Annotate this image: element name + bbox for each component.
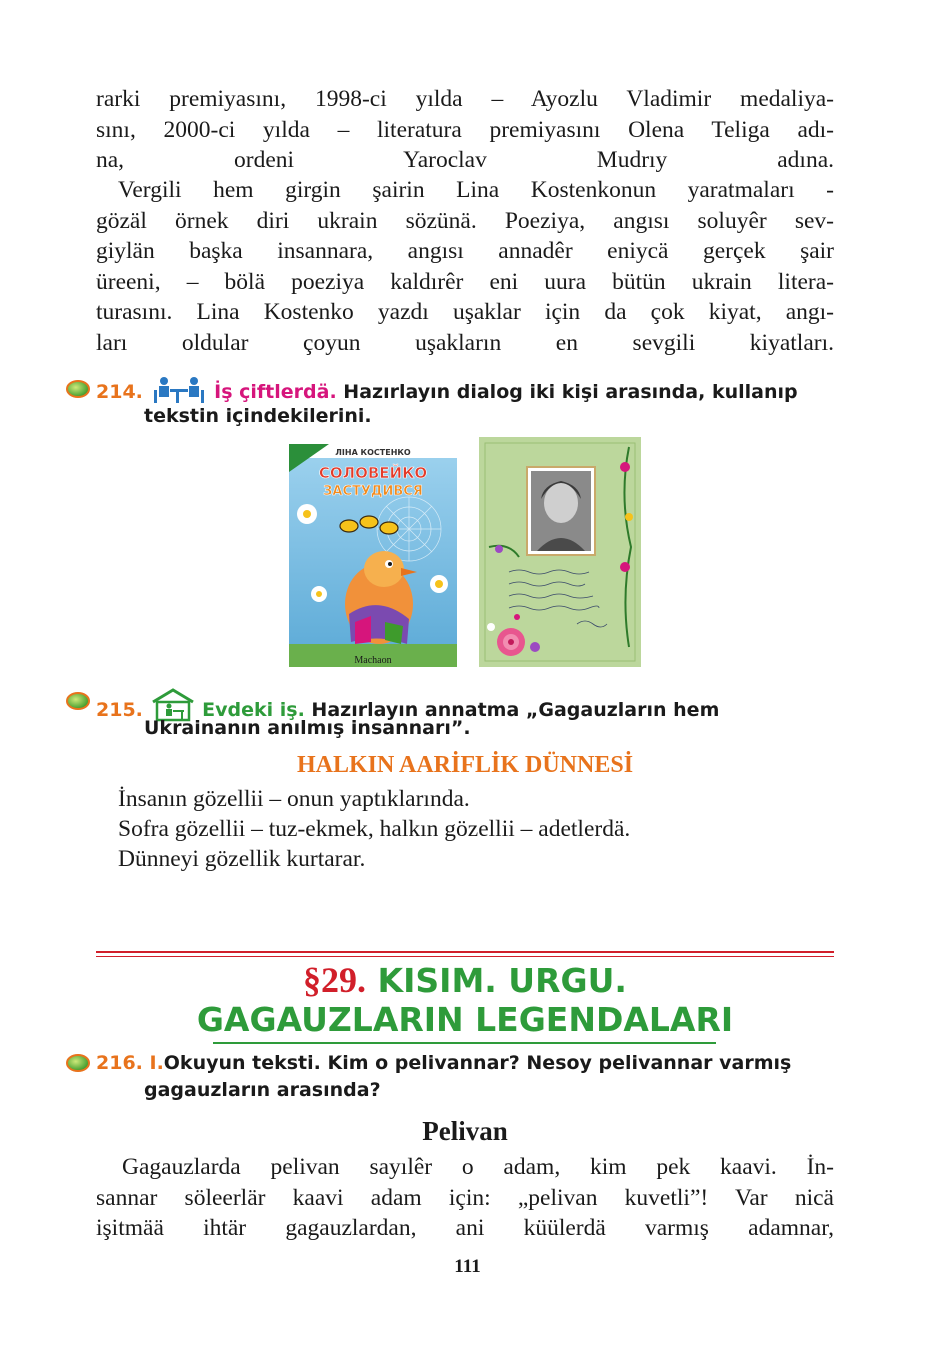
proverb-line: Sofra gözellii – tuz-ekmek, halkın gözellii – adetlerdä. xyxy=(118,816,631,842)
intro-paragraph xyxy=(96,84,834,176)
text-line: Gagauzlarda pelivan sayılêr o adam, kim pek kaavi. İn- xyxy=(122,1154,834,1180)
task-label: İş çiftlerdä. xyxy=(214,381,337,403)
section-divider xyxy=(96,951,834,953)
text-line: sını, 2000-ci yılda – literatura premiyasını Olena Teliga adı- xyxy=(96,116,834,143)
page-number: 111 xyxy=(454,1256,481,1277)
pair-work-icon xyxy=(150,376,208,404)
text-line: işitmää ihtär gagauzlardan, ani küülerdä varmış adamnar, xyxy=(96,1215,834,1241)
task-214 xyxy=(66,376,826,432)
task-216 xyxy=(66,1050,826,1106)
book-title-line1: СОЛОВЕЙКО xyxy=(318,464,428,482)
wisdom-heading: HALKIN AARİFLİK DÜNNESİ xyxy=(296,752,634,778)
book-publisher: Machaon xyxy=(354,655,392,666)
task-bullet-icon xyxy=(66,380,90,398)
task-number: 214. xyxy=(96,381,143,403)
book-cover-solovejko xyxy=(289,444,457,667)
text-line: Vergili hem girgin şairin Lina Kostenkonun yaratmaları - xyxy=(118,177,834,203)
book-cover-portrait xyxy=(479,437,641,667)
section-title-line1 xyxy=(96,960,834,1001)
section-divider xyxy=(96,956,834,957)
task-number: 215. xyxy=(96,699,143,721)
kostenko-paragraph xyxy=(96,175,834,358)
task-text: Hazırlayın dialog iki kişi arasında, kullanıp xyxy=(343,381,798,403)
task-215 xyxy=(66,688,826,744)
task-label: Evdeki iş. xyxy=(202,699,305,721)
text-line: turasını. Lina Kostenko yazdı uşaklar için da çok kiyat, angı- xyxy=(96,299,834,325)
text-line: na, ordeni Yaroclav Mudrıy adına. xyxy=(96,147,834,173)
task-bullet-icon xyxy=(66,1054,90,1072)
section-title: KISIM. URGU. xyxy=(377,961,627,1000)
proverb-line: İnsanın gözellii – onun yaptıklarında. xyxy=(118,786,470,812)
proverb-line: Dünneyi gözellik kurtarar. xyxy=(118,846,366,872)
text-line: ları oldular çoyun uşakların en sevgili kiyatları. xyxy=(96,329,834,356)
section-underline xyxy=(213,1042,716,1044)
task-text: Ukrainanın anılmış insannarı”. xyxy=(144,717,471,739)
story-title: Pelivan xyxy=(422,1116,508,1146)
section-number: §29. xyxy=(303,960,367,1000)
text-line: giylän başka insannara, angısı annadêr eniycä gerçek şair xyxy=(96,238,834,264)
book-title-line2: ЗАСТУДИВСЯ xyxy=(323,484,423,499)
task-text: Hazırlayın annatma „Gagauzların hem xyxy=(311,699,720,721)
book-author: ЛІНА КОСТЕНКО xyxy=(335,448,411,457)
text-line: sannar söleerlär kaavi adam için: „pelivan kuvetli”! Var nicä xyxy=(96,1184,834,1211)
text-line: üreeni, – bölä poeziya kaldırêr eni uura bütün ukrain litera- xyxy=(96,268,834,295)
text-line: gözäl örnek diri ukrain sözünä. Poeziya, angısı soluyêr sev- xyxy=(96,207,834,234)
task-text: tekstin içindekilerini. xyxy=(144,405,372,427)
task-text: gagauzların arasında? xyxy=(144,1079,381,1101)
text-line: rarki premiyasını, 1998-ci yılda – Ayozlu Vladimir medaliya- xyxy=(96,86,834,112)
task-bullet-icon xyxy=(66,692,90,710)
story-paragraph xyxy=(96,1152,834,1244)
task-text: Okuyun teksti. Kim o pelivannar? Nesoy pelivannar varmış xyxy=(163,1052,792,1074)
section-title-line2: GAGAUZLARIN LEGENDALARI xyxy=(196,1000,734,1039)
task-number: 216. I. xyxy=(96,1052,164,1074)
